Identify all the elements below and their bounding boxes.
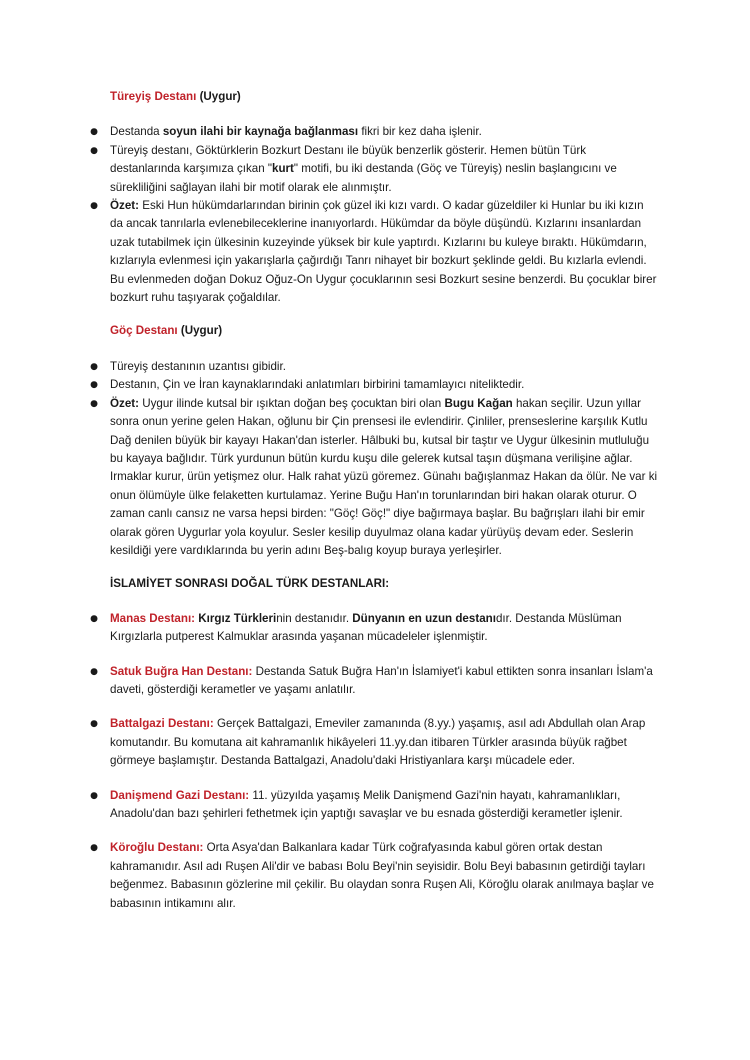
section-tureyis <box>90 88 658 307</box>
section-heading <box>110 88 658 106</box>
list-item <box>90 197 658 307</box>
item-text: Türeyiş destanının uzantısı gibidir. <box>110 359 286 373</box>
item-red-title: Battalgazi Destanı: <box>110 717 214 731</box>
item-red-title: Satuk Buğra Han Destanı: <box>110 664 253 678</box>
bullet-icon: ● <box>90 398 98 409</box>
item-bold-text: Kırgız Türkleri <box>198 611 277 625</box>
heading-red-text: Göç Destanı <box>110 324 178 338</box>
section-heading <box>110 322 658 340</box>
item-red-title: Manas Destanı: <box>110 611 196 625</box>
bullet-icon: ● <box>90 790 98 801</box>
list-item <box>90 142 658 197</box>
item-red-title: Köroğlu Destanı: <box>110 841 204 855</box>
item-text: " motifi, bu iki destanda (Göç ve Türeyiş) neslin başlangıcını ve sürekliliğini sağlayan ilahi bir motif olarak ele alınmıştır. <box>110 162 617 194</box>
item-bold-text: Özet: <box>110 396 139 410</box>
item-red-title: Danişmend Gazi Destanı: <box>110 788 250 802</box>
list-item <box>90 715 658 770</box>
item-text: hakan seçilir. Uzun yıllar sonra onun yerine gelen Hakan, oğlunu bir Çin prensesi ile evlendirir. Çinliler, prenseslerine karşılık Kutlu Dağ denilen büyük bir kayayı Hakan'dan isterler. Hâlbuki bu, kutsal bir taştır ve Uygur ülkesinin mutluluğu bu kayaya bağlıdır. Türk yurdunun bütün kurdu kuşu dile gelerek kutsal taşın düşmana verilişine ağlar. Irmaklar kurur, ürün yetişmez olur. Halk rahat yüzü göremez. Günahı bağışlanmaz Hakan da ölür. Ne var ki onun ölümüyle ülke felaketten kurtulamaz. Yerine Buğu Han'ın torunlarından biri hakan olarak oturur. O zaman canlı cansız ne varsa hepsi birden: "Göç! Göç!" diye bağırmaya başlar. Bu bağrışları ilahi bir emir olarak gören Uygurlar yola koyulur. Sesler kesilip duyulmaz olana kadar yürüyüş devam eder. Seslerin kesildiği yere vardıklarında bu yerin adını Beş-balıg koyup buraya yerleşirler. <box>110 396 658 557</box>
heading-red-text: Türeyiş Destanı <box>110 90 197 103</box>
bullet-icon: ● <box>90 613 98 624</box>
heading-suffix: (Uygur) <box>196 90 241 103</box>
item-text: Destanda Satuk Buğra Han'ın İslamiyet'i kabul ettikten sonra insanları İslam'a daveti, gösterdiği kerametler ve yaşamı anlatılır. <box>110 664 653 696</box>
list-item <box>90 395 658 561</box>
item-text: fikri bir kez daha işlenir. <box>358 125 482 139</box>
item-text: Orta Asya'dan Balkanlara kadar Türk coğrafyasında kabul gören ortak destan kahramanıdır. Asıl adı Ruşen Ali'dir ve babası Bolu Beyi'nin seyisidir. Bolu Beyi babasının getirdiği tayları beğenmez. Babasının gözlerine mil çekilir. Bu olaydan sonra Ruşen Ali, Köroğlu olarak anılmaya başlar ve babasının intikamını alır. <box>110 841 654 910</box>
item-text: 11. yüzyılda yaşamış Melik Danişmend Gazi'nin hayatı, kahramanlıkları, Anadolu'dan bazı şehirleri fethetmek için yaptığı savaşlar ve bu esnada gösterdiği kerametler işlenir. <box>110 788 623 820</box>
item-bold-text: kurt <box>272 162 294 176</box>
item-text: Destanda <box>110 125 163 139</box>
bullet-icon: ● <box>90 361 98 372</box>
bullet-list <box>90 358 658 560</box>
bullet-list <box>90 123 658 307</box>
bullet-icon: ● <box>90 127 98 138</box>
list-item <box>90 787 658 824</box>
bullet-icon: ● <box>90 666 98 677</box>
bullet-list <box>90 610 658 913</box>
section-goc <box>90 322 658 560</box>
bullet-icon: ● <box>90 843 98 854</box>
list-item <box>90 123 658 141</box>
section-islamiyet-sonrasi <box>90 575 658 913</box>
item-bold-text: Özet: <box>110 199 139 213</box>
item-bold-text: Dünyanın en uzun destanı <box>352 611 496 625</box>
item-text: nin destanıdır. <box>276 611 353 625</box>
item-bold-text: Bugu Kağan <box>444 396 513 410</box>
list-item <box>90 610 658 647</box>
heading-suffix: (Uygur) <box>177 324 223 338</box>
list-item <box>90 376 658 394</box>
item-text: dır. Destanda Müslüman Kırgızlarla putperest Kalmuklar arasında yaşanan mücadeleler işlenmiştir. <box>110 611 622 644</box>
item-bold-text: soyun ilahi bir kaynağa bağlanması <box>162 125 359 139</box>
bullet-icon: ● <box>90 145 98 156</box>
item-text: Türeyiş destanı, Göktürklerin Bozkurt Destanı ile büyük benzerlik gösterir. Hemen bütün Türk destanlarında karşımıza çıkan " <box>110 143 586 176</box>
section-heading: İSLAMİYET SONRASI DOĞAL TÜRK DESTANLARI: <box>110 577 390 591</box>
bullet-icon: ● <box>90 380 98 391</box>
item-text: Uygur ilinde kutsal bir ışıktan doğan beş çocuktan biri olan <box>138 396 445 410</box>
list-item <box>90 663 658 700</box>
list-item <box>90 839 658 913</box>
item-text: Destanın, Çin ve İran kaynaklarındaki anlatımları birbirini tamamlayıcı niteliktedir. <box>110 378 525 392</box>
list-item <box>90 358 658 376</box>
bullet-icon: ● <box>90 719 98 730</box>
item-text: Eski Hun hükümdarlarından birinin çok güzel iki kızı vardı. O kadar güzeldiler ki Hunlar bu iki kızın da ancak tanrılarla evlenebileceklerine inanıyorlardı. Hükümdar da böyle düşündü. Kızlarını insanlardan uzak tutabilmek için ülkesinin kuzeyinde yüksek bir kule yaptırdı. Kızlarını bu kuleye bıraktı. Hükümdarın, kızlarıyla evlenmesi için yakarışlarla çağırdığı Tanrı nihayet bir bozkurt şeklinde geldi. Bu kızlarla evlendi. Bu evlenmeden doğan Dokuz Oğuz-On Uygur çocuklarının sesi Bozkurt sesine benzerdi. Bu çocuklar birer bozkurt ruhu taşıyarak çoğaldılar. <box>110 199 657 305</box>
bullet-icon: ● <box>90 201 98 212</box>
item-text: Gerçek Battalgazi, Emeviler zamanında (8.yy.) yaşamış, asıl adı Abdullah olan Arap komutandır. Bu komutana ait kahramanlık hikâyeleri 11.yy.dan itibaren Türkler arasında büyük rağbet görmeye başlamıştır. Destanda Battalgazi, Anadolu'daki Hristiyanlara karşı mücadele eder. <box>110 717 646 768</box>
